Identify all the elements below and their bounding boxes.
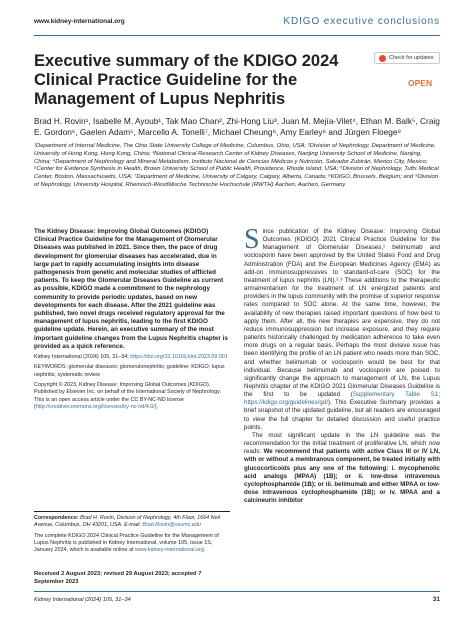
citation-text: Kidney International (2024) 105, 31–34; — [34, 354, 131, 361]
check-for-updates-label: Check for updates — [389, 55, 434, 61]
paragraph-2-text: The most significant update in the LN guideline was the recommendation for the initial treatment of proliferative LN, which now reads: — [244, 431, 440, 456]
update-icon — [379, 55, 386, 62]
complete-guideline-end: . — [203, 547, 206, 554]
section-label: KDIGO executive conclusions — [283, 16, 440, 27]
paragraph-1-sep: ; — [438, 391, 440, 399]
author-list: Brad H. Rovin¹, Isabelle M. Ayoub¹, Tak Mao Chan², Zhi-Hong Liu³, Juan M. Mejía-Vilet⁴, Ethan M. Balk⁵, Craig E. Gordon⁶, Gaelen Adam⁵, Marcello A. Tonelli⁷, Michael Cheung⁸, Amy Earley⁸ and Jürgen Floege⁹ — [34, 116, 440, 137]
right-column — [244, 224, 440, 505]
footer-rule — [34, 591, 440, 592]
keywords: KEYWORDS: glomerular diseases; glomerulonephritis; guideline; KDIGO; lupus nephritis; systematic review — [34, 364, 225, 378]
kdigo-guideline-link[interactable]: https://kdigo.org/guidelines/gd/ — [244, 399, 328, 407]
paragraph-1-end: ). This Executive Summary provides a brief snapshot of the updated guideline, but all readers are encouraged to view the full chapter for detailed discussion and useful practice points. — [244, 399, 440, 431]
copyright-text: Copyright © 2023, Kidney Disease: Improving Global Outcomes (KDIGO). Published by Elsevier Inc. on behalf of the International Society of Nephrology. This is an open access article under the CC BY-NC-ND license ( — [34, 381, 221, 410]
citation — [34, 354, 230, 361]
paragraph-2 — [244, 432, 440, 505]
paragraph-1-text: ince publication of the Kidney Disease: Improving Global Outcomes (KDIGO) 2021 Clinical Practice Guideline for the Management of Glomerular Diseases,¹ belimumab and voclosporin have been approved by the United States Food and Drug Administration (FDA) and the European Medicines Agency (EMA) as add-on immunosuppressives to standard-of-care (SOC) for the treatment of lupus nephritis (LN).²˒³ These additions to the therapeutic armamentarium for the treatment of LN energized patients and providers in the lupus community with the promise of superior response rates compared to SOC alone. At the same time, however, the availability of new therapies raised important questions of how best to apply them. After all, the new therapies are expensive, they do not reduce immunosuppression but increase exposure, and they require patients historically challenged by medication adherence to take even more drugs on a regular basis. Perhaps the most divisive issue has been identifying the profile of an LN patient who needs more than SOC, and whether belimumab or voclosporin would be best for that individual. Because belimumab and voclosporin are poised to significantly change the approach to management of LN, the Lupus Nephritis chapter of the KDIGO 2021 Glomerular Diseases Guideline is the first to be updated ( — [244, 228, 440, 399]
copyright-end: ). — [154, 403, 159, 410]
abstract: The Kidney Disease: Improving Global Outcomes (KDIGO) Clinical Practice Guideline for the Management of Glomerular Diseases was published in 2021. Since then, the pace of drug development for glomerular diseases has accelerated, due in large part to rapidly accumulating insights into disease pathogenesis from genetic and molecular studies of afflicted patients. To keep the Glomerular Diseases Guideline as current as possible, KDIGO made a commitment to the nephrology community to provide periodic updates, based on new developments for each disease. After the 2021 guideline was published, two novel drugs received regulatory approval for the management of lupus nephritis, leading to the first KDIGO guideline update. Herein, an executive summary of the most important guideline changes from the Lupus Nephritis chapter is provided as a quick reference. — [34, 228, 228, 350]
left-column — [34, 228, 230, 411]
received-dates: Received 2 August 2023; revised 29 August 2023; accepted 7 September 2023 — [34, 571, 202, 585]
open-access-badge: OPEN — [408, 78, 433, 88]
drop-cap: S — [244, 224, 260, 255]
doi-link[interactable]: https://doi.org/10.1016/j.kint.2023.09.001 — [130, 354, 228, 361]
article-title: Executive summary of the KDIGO 2024 Clinical Practice Guideline for the Management of Lupus Nephritis — [34, 52, 339, 108]
correspondence-block — [34, 515, 230, 554]
email-link[interactable]: Brad.Rovin@osumc.edu — [142, 522, 201, 529]
page-number: 31 — [432, 596, 440, 603]
paragraph-1 — [244, 224, 440, 432]
copyright — [34, 382, 230, 411]
correspondence-rule — [34, 511, 230, 512]
complete-guideline-text: The complete KDIGO 2024 Clinical Practice Guideline for the Management of Lupus Nephritis is published in Kidney International, volume 105, issue 1S, January 2024, which is available online at — [34, 532, 219, 554]
correspondence-label: Correspondence: — [34, 515, 79, 521]
journal-site-link[interactable]: www.kidney-international.org — [135, 547, 204, 554]
correspondence-text: Brad H. Rovin, Division of Nephrology, 4th Floor, 1664 Neil Avenue, Columbus, OH 43201, USA. E-mail: — [34, 515, 220, 529]
paragraph-2-recommendation: We recommend that patients with active Class III or IV LN, with or without a membranous component, be treated initially with glucocorticoids plus any one of the following: i. mycophenolic acid analogs (MPAA) (1B); or ii. low-dose intravenous cyclophosphamide (1B); or iii. belimumab and either MPAA or low-dose intravenous cyclophosphamide (1B); or iv. MPAA and a calcineurin inhibitor — [244, 448, 440, 505]
journal-url[interactable]: www.kidney-international.org — [34, 18, 125, 25]
check-for-updates-button[interactable] — [374, 52, 440, 64]
supplementary-table-link[interactable]: Supplementary Table S1 — [352, 391, 439, 399]
license-link[interactable]: http://creativecommons.org/licenses/by-nc-nd/4.0/ — [35, 403, 155, 410]
header-rule — [34, 35, 440, 36]
affiliations: ¹Department of Internal Medicine, The Ohio State University College of Medicine, Columbus, Ohio, USA; ²Division of Nephrology, Department of Medicine, University of Hong Kong, Hong Kong, China; ³National Clinical Research Center of Kidney Diseases, Nanjing University School of Medicine, Nanjing, China; ⁴Department of Nephrology and Mineral Metabolism, Instituto Nacional de Ciencias Médicas y Nutrición, Salvador Zubirán, Mexico City, Mexico; ⁵Center for Evidence Synthesis in Health, Brown University School of Public Health, Providence, Rhode Island, USA; ⁶Division of Nephrology, Tufts Medical Center, Boston, Massachusetts, USA; ⁷Department of Medicine, University of Calgary, Calgary, Alberta, Canada; ⁸KDIGO, Brussels, Belgium; and ⁹Division of Nephrology, University Hospital, Rheinisch-Westfälische Technische Hochschule (RWTH) Aachen, Aachen, Germany — [34, 143, 439, 188]
footer-journal: Kidney International (2024) 105, 31–34 — [34, 597, 131, 603]
top-bar — [34, 16, 440, 34]
